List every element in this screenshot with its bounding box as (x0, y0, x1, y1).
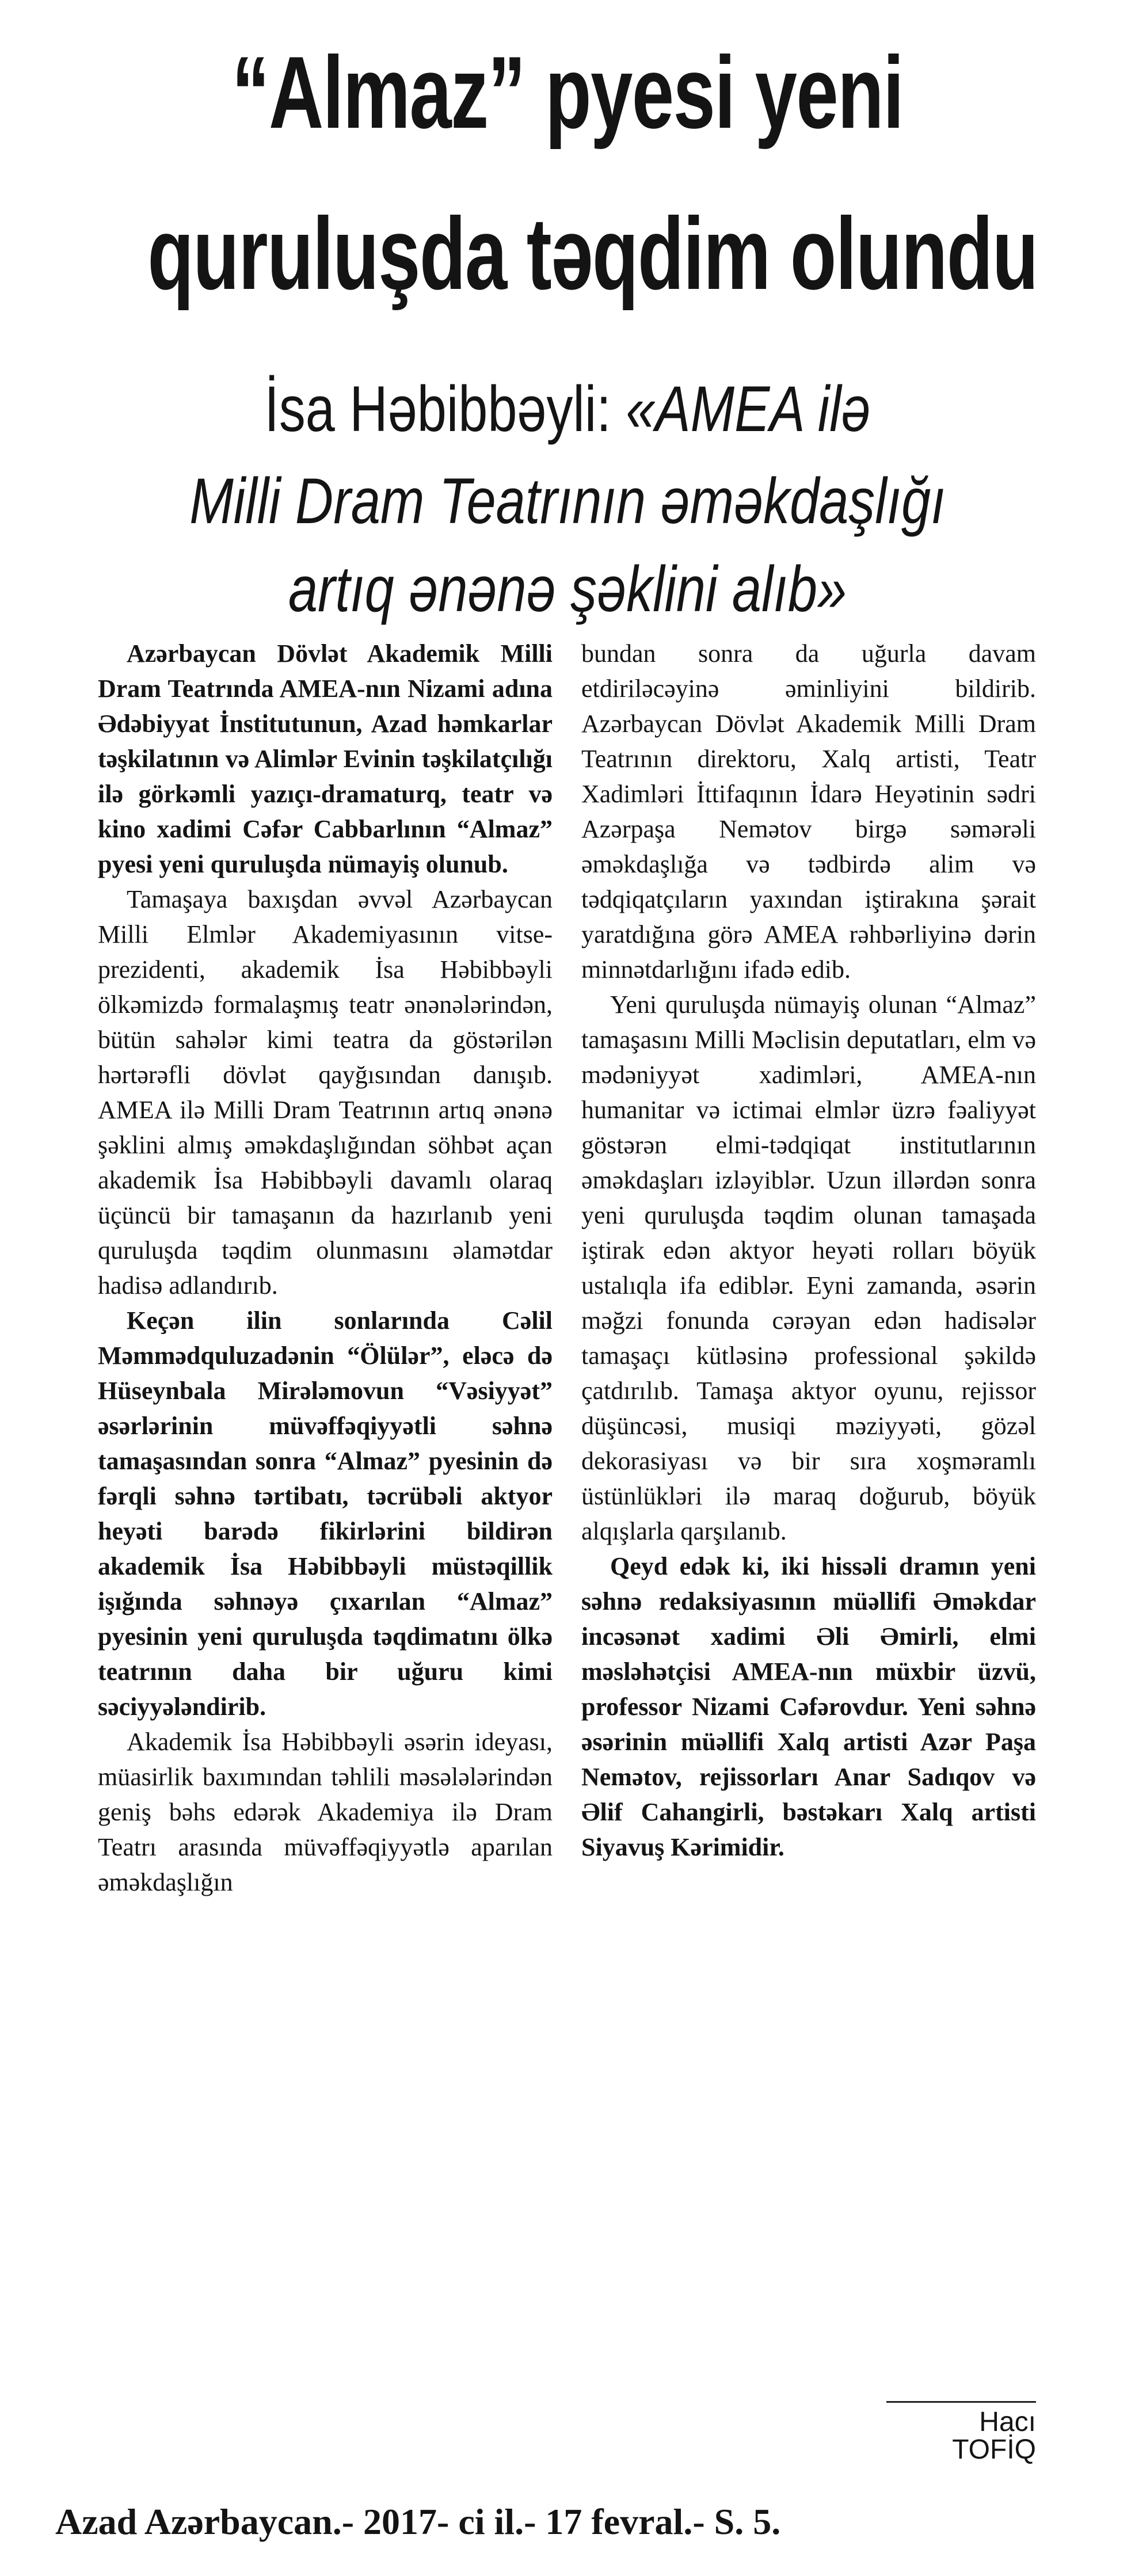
article-column-left (98, 636, 553, 1900)
source-citation: Azad Azərbaycan.- 2017- ci il.- 17 fevral.- S. 5. (55, 2501, 781, 2542)
headline-line-2: quruluşda təqdim olundu (147, 196, 1038, 311)
body-paragraph: Akademik İsa Həbibbəyli əsərin ideyası, müasirlik baxımından təhlili məsələlərindən geniş bəhs edərək Akademiya ilə Dram Teatrı arasında müvəffəqiyyətlə aparılan əməkdaşlığın (98, 1728, 553, 1896)
body-paragraph-continued: bundan sonra da uğurla davam etdiriləcəyinə əminliyini bildirib. Azərbaycan Dövlət Akademik Milli Dram Teatrının direktoru, Xalq artisti, Teatr Xadimləri İttifaqının İdarə Heyətinin sədri Azərpaşa Nemətov birgə səmərəli əməkdaşlığa və tədbirdə alim və tədqiqatçıların yaxından iştirakına şərait yaratdığına görə AMEA rəhbərliyinə dərin minnətdarlığını ifadə edib. (581, 639, 1036, 984)
headline-line-1: “Almaz” pyesi yeni (231, 35, 904, 150)
subtitle-speaker: İsa Həbibbəyli: (264, 373, 611, 445)
body-paragraph-bold: Keçən ilin sonlarında Cəlil Məmmədquluzadənin “Ölülər”, eləcə də Hüseynbala Mirələmovun “Vəsiyyət” əsərlərinin müvəffəqiyyətli səhnə tamaşasından sonra “Almaz” pyesinin də fərqli səhnə tərtibatı, təcrübəli aktyor heyəti barədə fikirlərini bildirən akademik İsa Həbibbəyli müstəqillik işığında səhnəyə çıxarılan “Almaz” pyesinin yeni quruluşda təqdimatını ölkə teatrının daha bir uğuru kimi səciyyələndirib. (98, 1306, 553, 1721)
credits-paragraph: Qeyd edək ki, iki hissəli dramın yeni səhnə redaksiyasının müəllifi Əməkdar incəsənət xadimi Əli Əmirli, elmi məsləhətçisi AMEA-nın müxbir üzvü, professor Nizami Cəfərovdur. Yeni səhnə əsərinin müəllifi Xalq artisti Azər Paşa Nemətov, rejissorları Anar Sadıqov və Əlif Cahangirli, bəstəkarı Xalq artisti Siyavuş Kərimidir. (581, 1552, 1036, 1861)
subtitle-line-2: Milli Dram Teatrının əməkdaşlığı (189, 465, 946, 537)
article-column-right (581, 636, 1036, 1865)
lead-paragraph: Azərbaycan Dövlət Akademik Milli Dram Teatrında AMEA-nın Nizami adına Ədəbiyyat İnstitutunun, Azad həmkarlar təşkilatının və Alimlər Evinin təşkilatçılığı ilə görkəmli yazıçı-dramaturq, teatr və kino xadimi Cəfər Cabbarlının “Almaz” pyesi yeni quruluşda nümayiş olunub. (98, 639, 553, 878)
subtitle-line-3: artıq ənənə şəklini alıb» (288, 553, 847, 625)
body-paragraph: Yeni quruluşda nümayiş olunan “Almaz” tamaşasını Milli Məclisin deputatları, elm və mədəniyyət xadimləri, AMEA-nın humanitar və ictimai elmlər üzrə fəaliyyət göstərən elmi-tədqiqat institutlarının əməkdaşları izləyiblər. Uzun illərdən sonra yeni quruluşda təqdim olunan tamaşada iştirak edən aktyor heyəti rolları böyük ustalıqla ifa ediblər. Eyni zamanda, əsərin məğzi fonunda cərəyan edən hadisələr tamaşaçı kütləsinə professional şəkildə çatdırılıb. Tamaşa aktyor oyunu, rejissor düşüncəsi, musiqi məziyyəti, gözəl dekorasiyası və bir sıra xoşməramlı üstünlükləri ilə maraq doğurub, böyük alqışlarla qarşılanıb. (581, 990, 1036, 1545)
subtitle-line-1 (102, 373, 1033, 445)
author-byline: Hacı TOFİQ (952, 2407, 1036, 2465)
body-paragraph: Tamaşaya baxışdan əvvəl Azərbaycan Milli Elmlər Akademiyasının vitse-prezidenti, akademik İsa Həbibbəyli ölkəmizdə formalaşmış teatr ənənələrindən, bütün sahələr kimi teatra da göstərilən hərtərəfli dövlət qayğısından danışıb. AMEA ilə Milli Dram Teatrının artıq ənənə şəklini almış əməkdaşlığından söhbət açan akademik İsa Həbibbəyli davamlı olaraq üçüncü bir tamaşanın da hazırlanıb yeni quruluşda təqdim olunmasını əlamətdar hadisə adlandırıb. (98, 885, 553, 1300)
byline-rule (886, 2401, 1036, 2403)
subtitle-quote-part-1: «AMEA ilə (626, 373, 871, 445)
